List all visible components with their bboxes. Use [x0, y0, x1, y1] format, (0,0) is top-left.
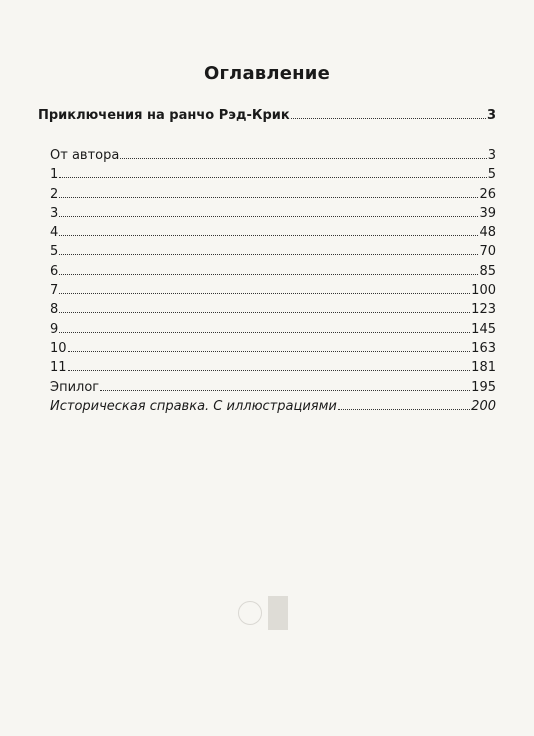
toc-entry[interactable]	[50, 244, 496, 263]
toc-entry[interactable]	[50, 206, 496, 225]
age-rating-icon	[238, 601, 262, 625]
toc-dot-leader	[291, 118, 486, 119]
toc-entry-page: 195	[471, 379, 496, 395]
toc-dot-leader	[59, 254, 478, 255]
toc-entry-page: 26	[479, 186, 496, 202]
toc-entry[interactable]	[50, 167, 496, 186]
toc-dot-leader	[68, 370, 471, 371]
toc-entry-page: 70	[479, 244, 496, 260]
toc-entry-page: 200	[471, 398, 496, 414]
toc-title: Оглавление	[203, 63, 331, 84]
toc-entry-page: 181	[471, 360, 496, 376]
toc-entry[interactable]	[50, 187, 496, 206]
toc-entry[interactable]	[50, 360, 496, 379]
toc-dot-leader	[59, 235, 478, 236]
toc-dot-leader	[59, 332, 470, 333]
publisher-logo-bleedthrough	[238, 596, 288, 630]
toc-entry[interactable]	[50, 322, 496, 341]
toc-dot-leader	[338, 409, 470, 410]
toc-dot-leader	[59, 293, 470, 294]
toc-entry-label: 10	[50, 340, 67, 356]
toc-entry-page: 5	[487, 167, 496, 183]
toc-entry-page: 85	[479, 263, 496, 279]
toc-entry-label: 4	[50, 225, 59, 241]
toc-dot-leader	[59, 197, 478, 198]
toc-entry-page: 3	[487, 148, 496, 163]
toc-entry-label: От автора	[50, 148, 120, 163]
toc-entry[interactable]	[50, 341, 496, 360]
publisher-mark-icon	[268, 596, 288, 630]
toc-entry[interactable]	[50, 380, 496, 399]
toc-entry-label: 8	[50, 302, 59, 318]
toc-entry[interactable]	[50, 148, 496, 167]
toc-entry[interactable]	[50, 264, 496, 283]
toc-entry-label: 2	[50, 186, 59, 202]
toc-dot-leader	[59, 216, 478, 217]
toc-dot-leader	[59, 312, 470, 313]
toc-entry[interactable]	[50, 399, 496, 418]
toc-entry-page: 163	[471, 340, 496, 356]
toc-entry-label: Эпилог	[50, 379, 100, 395]
toc-entry-label: 1	[50, 167, 59, 183]
toc-entry-label: Историческая справка. С иллюстрациями	[50, 398, 337, 414]
toc-entry-page: 100	[471, 283, 496, 299]
toc-entry-label: 9	[50, 321, 59, 337]
toc-dot-leader	[100, 390, 470, 391]
toc-main-entry[interactable]	[38, 108, 496, 123]
toc-dot-leader	[68, 351, 471, 352]
toc-main-entry-label: Приключения на ранчо Рэд-Крик	[38, 108, 290, 123]
toc-entry-label: 11	[50, 360, 67, 376]
toc-dot-leader	[59, 177, 486, 178]
toc-entry[interactable]	[50, 302, 496, 321]
toc-dot-leader	[120, 158, 486, 159]
toc-entry[interactable]	[50, 283, 496, 302]
toc-entry-page: 39	[479, 205, 496, 221]
toc-entry-label: 3	[50, 205, 59, 221]
toc-entry-page: 48	[479, 225, 496, 241]
toc-entry-label: 6	[50, 263, 59, 279]
toc-entry-page: 145	[471, 321, 496, 337]
toc-entry-page: 123	[471, 302, 496, 318]
toc-main-entry-page: 3	[486, 108, 496, 123]
toc-entry-list	[50, 148, 496, 418]
toc-entry-label: 5	[50, 244, 59, 260]
toc-entry[interactable]	[50, 225, 496, 244]
toc-dot-leader	[59, 274, 478, 275]
toc-entry-label: 7	[50, 283, 59, 299]
